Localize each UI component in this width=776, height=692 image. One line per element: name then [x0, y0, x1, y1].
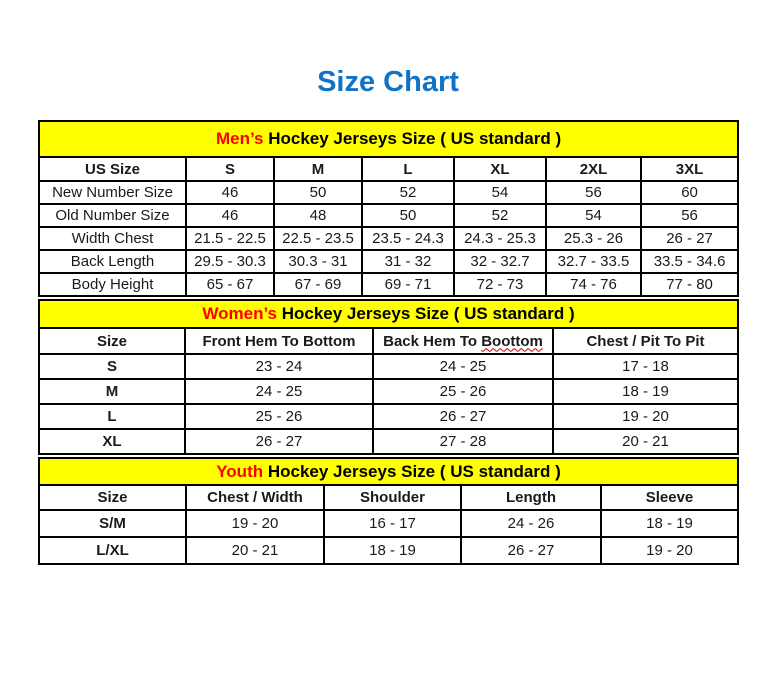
size-value-cell: 18 - 19	[324, 537, 461, 564]
mens-size-table	[38, 120, 739, 297]
column-header-m: M	[274, 157, 362, 181]
womens-section-heading	[39, 300, 738, 328]
mens-column-header-row	[39, 157, 738, 181]
mens-section-heading	[39, 121, 738, 157]
size-value-cell: 21.5 - 22.5	[186, 227, 274, 250]
size-value-cell: 19 - 20	[186, 510, 324, 537]
column-header-l: L	[362, 157, 454, 181]
size-value-cell: 52	[454, 204, 546, 227]
womens-column-header-row	[39, 328, 738, 354]
size-value-cell: 32 - 32.7	[454, 250, 546, 273]
section-heading-accent: Women’s	[202, 304, 277, 323]
size-value-cell: 26 - 27	[373, 404, 553, 429]
section-heading-accent: Men’s	[215, 129, 264, 148]
size-value-cell: 67 - 69	[274, 273, 362, 296]
column-header-size: Size	[39, 328, 185, 354]
row-label: S	[39, 354, 185, 379]
size-value-cell: 50	[362, 204, 454, 227]
column-header-chest-pit-to-pit: Chest / Pit To Pit	[553, 328, 738, 354]
section-heading-rest: Hockey Jerseys Size ( US standard )	[263, 461, 561, 481]
size-value-cell: 74 - 76	[546, 273, 641, 296]
size-value-cell: 69 - 71	[362, 273, 454, 296]
size-value-cell: 18 - 19	[601, 510, 738, 537]
size-value-cell: 77 - 80	[641, 273, 738, 296]
size-value-cell: 46	[186, 181, 274, 204]
size-value-cell: 19 - 20	[601, 537, 738, 564]
column-header-s: S	[186, 157, 274, 181]
size-value-cell: 29.5 - 30.3	[186, 250, 274, 273]
table-row	[39, 181, 738, 204]
table-row	[39, 404, 738, 429]
misspelled-word: Boottom	[481, 332, 543, 350]
row-label: Old Number Size	[39, 204, 186, 227]
column-header-2xl: 2XL	[546, 157, 641, 181]
size-value-cell: 33.5 - 34.6	[641, 250, 738, 273]
column-header-xl: XL	[454, 157, 546, 181]
size-value-cell: 25.3 - 26	[546, 227, 641, 250]
table-row	[39, 537, 738, 564]
row-label: M	[39, 379, 185, 404]
womens-size-table	[38, 299, 739, 455]
youth-section-heading-row	[39, 458, 738, 485]
size-value-cell: 18 - 19	[553, 379, 738, 404]
size-value-cell: 24 - 25	[185, 379, 373, 404]
column-header-length: Length	[461, 485, 601, 510]
mens-section-heading-row	[39, 121, 738, 157]
size-value-cell: 56	[546, 181, 641, 204]
size-value-cell: 48	[274, 204, 362, 227]
row-label: New Number Size	[39, 181, 186, 204]
size-value-cell: 56	[641, 204, 738, 227]
column-header-sleeve: Sleeve	[601, 485, 738, 510]
column-header-back-hem-to-boottom: Back Hem To Boottom	[373, 328, 553, 354]
youth-column-header-row	[39, 485, 738, 510]
size-value-cell: 26 - 27	[641, 227, 738, 250]
size-value-cell: 25 - 26	[373, 379, 553, 404]
table-row	[39, 510, 738, 537]
size-value-cell: 26 - 27	[461, 537, 601, 564]
size-value-cell: 60	[641, 181, 738, 204]
column-header-3xl: 3XL	[641, 157, 738, 181]
table-row	[39, 429, 738, 454]
size-value-cell: 16 - 17	[324, 510, 461, 537]
size-value-cell: 46	[186, 204, 274, 227]
section-heading-accent: Youth	[216, 461, 264, 481]
size-value-cell: 52	[362, 181, 454, 204]
row-label: S/M	[39, 510, 186, 537]
size-value-cell: 24.3 - 25.3	[454, 227, 546, 250]
size-value-cell: 32.7 - 33.5	[546, 250, 641, 273]
size-value-cell: 22.5 - 23.5	[274, 227, 362, 250]
column-header-chest-width: Chest / Width	[186, 485, 324, 510]
table-row	[39, 250, 738, 273]
row-label: L/XL	[39, 537, 186, 564]
table-row	[39, 379, 738, 404]
size-value-cell: 26 - 27	[185, 429, 373, 454]
size-value-cell: 23 - 24	[185, 354, 373, 379]
size-value-cell: 20 - 21	[186, 537, 324, 564]
size-value-cell: 31 - 32	[362, 250, 454, 273]
size-value-cell: 19 - 20	[553, 404, 738, 429]
size-value-cell: 24 - 26	[461, 510, 601, 537]
size-value-cell: 27 - 28	[373, 429, 553, 454]
column-header-us-size: US Size	[39, 157, 186, 181]
column-header-shoulder: Shoulder	[324, 485, 461, 510]
column-header-front-hem-to-bottom: Front Hem To Bottom	[185, 328, 373, 354]
size-value-cell: 23.5 - 24.3	[362, 227, 454, 250]
size-value-cell: 65 - 67	[186, 273, 274, 296]
table-row	[39, 204, 738, 227]
table-row	[39, 354, 738, 379]
size-value-cell: 54	[454, 181, 546, 204]
page-title: Size Chart	[317, 66, 459, 98]
table-row	[39, 227, 738, 250]
section-heading-rest: Hockey Jerseys Size ( US standard )	[277, 304, 575, 323]
size-value-cell: 54	[546, 204, 641, 227]
size-value-cell: 24 - 25	[373, 354, 553, 379]
table-row	[39, 273, 738, 296]
section-heading-rest: Hockey Jerseys Size ( US standard )	[263, 129, 562, 148]
size-value-cell: 30.3 - 31	[274, 250, 362, 273]
womens-section-heading-row	[39, 300, 738, 328]
size-value-cell: 20 - 21	[553, 429, 738, 454]
size-value-cell: 25 - 26	[185, 404, 373, 429]
youth-section-heading	[39, 458, 738, 485]
size-value-cell: 17 - 18	[553, 354, 738, 379]
column-header-size: Size	[39, 485, 186, 510]
row-label: XL	[39, 429, 185, 454]
row-label: L	[39, 404, 185, 429]
size-value-cell: 50	[274, 181, 362, 204]
row-label: Body Height	[39, 273, 186, 296]
size-tables-container	[38, 120, 737, 567]
row-label: Back Length	[39, 250, 186, 273]
size-value-cell: 72 - 73	[454, 273, 546, 296]
youth-size-table	[38, 457, 739, 565]
row-label: Width Chest	[39, 227, 186, 250]
